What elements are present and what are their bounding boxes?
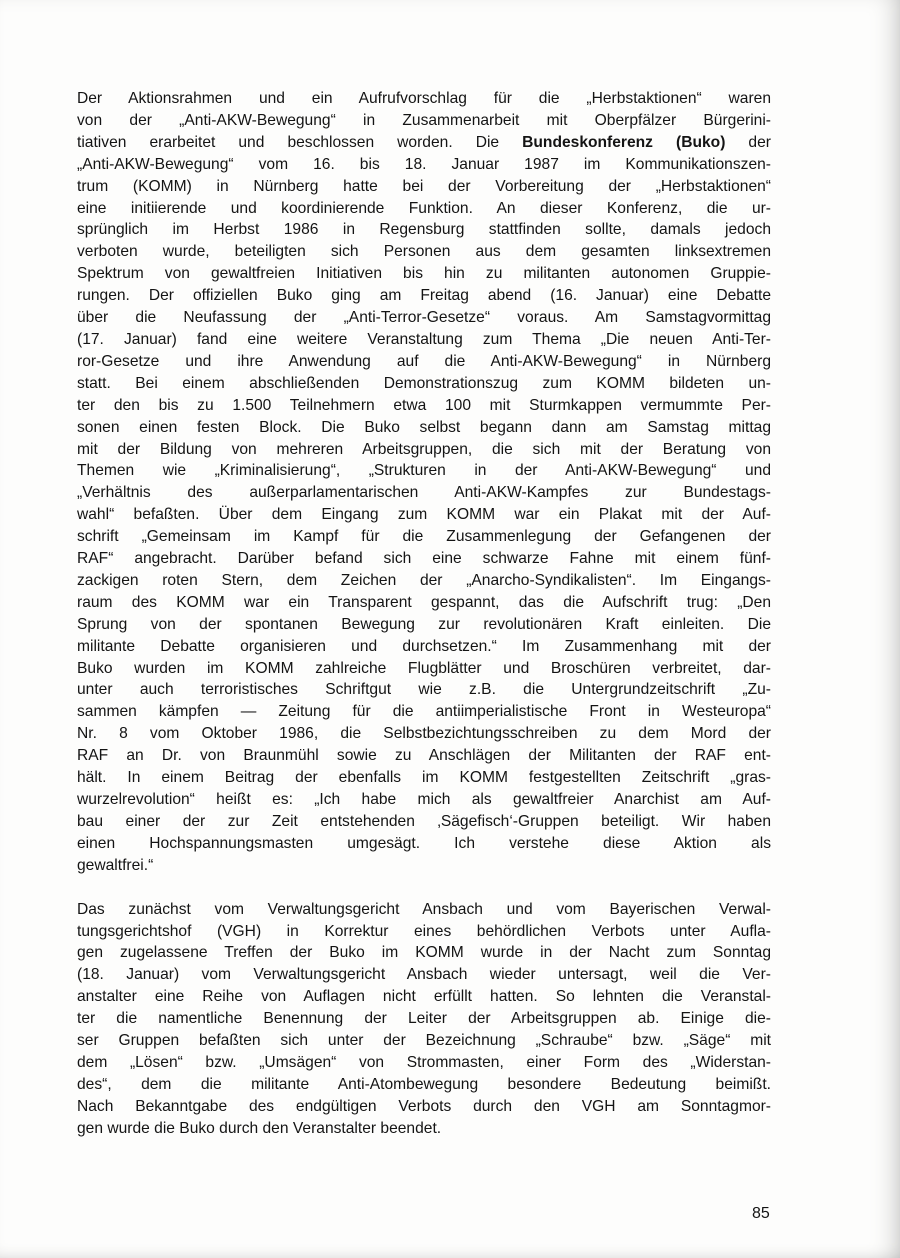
text-segment: zackigen roten Stern, dem Zeichen der „Anarcho-Syndikalisten“. Im Eingangs-: [77, 571, 771, 589]
text-segment: anstalter eine Reihe von Auflagen nicht erfüllt hatten. So lehnten die Veranstal-: [77, 988, 771, 1006]
text-line: [77, 1030, 771, 1052]
text-segment: RAF an Dr. von Braunmühl sowie zu Anschlägen der Militanten der RAF ent-: [77, 747, 771, 765]
text-line: [77, 1096, 771, 1118]
text-segment: Sprung von der spontanen Bewegung zur revolutionären Kraft einleiten. Die: [77, 615, 771, 633]
text-line: [77, 307, 771, 329]
text-segment: unter auch terroristisches Schriftgut wie z.B. die Untergrundzeitschrift „Zu-: [77, 681, 771, 699]
text-line: [77, 592, 771, 614]
text-line: [77, 789, 771, 811]
text-segment: trum (KOMM) in Nürnberg hatte bei der Vorbereitung der „Herbstaktionen“: [77, 177, 771, 195]
text-line: [77, 132, 771, 154]
text-segment: ror-Gesetze und ihre Anwendung auf die Anti-AKW-Bewegung“ in Nürnberg: [77, 352, 771, 370]
text-line: [77, 986, 771, 1008]
text-line: [77, 636, 771, 658]
text-line: [77, 811, 771, 833]
text-segment: mit der Bildung von mehreren Arbeitsgruppen, die sich mit der Beratung von: [77, 440, 771, 458]
text-segment: gen wurde die Buko durch den Veranstalter beendet.: [77, 1119, 442, 1137]
text-line: [77, 679, 771, 701]
text-segment: Spektrum von gewaltfreien Initiativen bis hin zu militanten autonomen Gruppie-: [77, 265, 771, 283]
text-segment: (18. Januar) vom Verwaltungsgericht Ansbach wieder untersagt, weil die Ver-: [77, 966, 771, 984]
text-line: [77, 460, 771, 482]
text-line: [77, 219, 771, 241]
text-line: [77, 526, 771, 548]
text-segment: wahl“ befaßten. Über dem Eingang zum KOMM war ein Plakat mit der Auf-: [77, 506, 771, 524]
text-line: [77, 833, 771, 855]
text-segment: Das zunächst vom Verwaltungsgericht Ansbach und vom Bayerischen Verwal-: [77, 900, 771, 918]
text-line: [77, 176, 771, 198]
text-segment: raum des KOMM war ein Transparent gespannt, das die Aufschrift trug: „Den: [77, 593, 771, 611]
text-segment: „Verhältnis des außerparlamentarischen Anti-AKW-Kampfes zur Bundestags-: [77, 484, 771, 502]
text-segment: von der „Anti-AKW-Bewegung“ in Zusammenarbeit mit Oberpfälzer Bürgerini-: [77, 111, 771, 129]
text-segment: gen zugelassene Treffen der Buko im KOMM wurde in der Nacht zum Sonntag: [77, 944, 771, 962]
text-segment: der: [725, 133, 771, 151]
text-line: [77, 373, 771, 395]
text-segment: gewaltfrei.“: [77, 856, 154, 874]
text-segment: Themen wie „Kriminalisierung“, „Strukturen in der Anti-AKW-Bewegung“ und: [77, 462, 771, 480]
text-line: [77, 899, 771, 921]
text-line: [77, 658, 771, 680]
text-segment: Nr. 8 vom Oktober 1986, die Selbstbezichtungsschreiben zu dem Mord der: [77, 725, 771, 743]
text-segment: „Anti-AKW-Bewegung“ vom 16. bis 18. Januar 1987 im Kommunikationszen-: [77, 155, 771, 173]
text-segment: rungen. Der offiziellen Buko ging am Freitag abend (16. Januar) eine Debatte: [77, 287, 771, 305]
text-line: [77, 482, 771, 504]
text-line: [77, 921, 771, 943]
text-segment: über die Neufassung der „Anti-Terror-Gesetze“ voraus. Am Samstagvormittag: [77, 309, 771, 327]
text-segment: des“, dem die militante Anti-Atombewegung besondere Bedeutung beimißt.: [77, 1075, 771, 1093]
text-segment: sonen einen festen Block. Die Buko selbst begann dann am Samstag mittag: [77, 418, 771, 436]
text-segment: Der Aktionsrahmen und ein Aufrufvorschlag für die „Herbstaktionen“ waren: [77, 90, 771, 107]
text-line: [77, 395, 771, 417]
text-line: [77, 855, 771, 877]
text-segment: eine initiierende und koordinierende Funktion. An dieser Konferenz, die ur-: [77, 199, 771, 217]
text-segment: (17. Januar) fand eine weitere Veranstaltung zum Thema „Die neuen Anti-Ter-: [77, 330, 771, 348]
paragraph: [77, 88, 771, 877]
text-line: [77, 1008, 771, 1030]
text-segment: dem „Lösen“ bzw. „Umsägen“ von Strommasten, einer Form des „Widerstan-: [77, 1053, 771, 1071]
text-line: [77, 504, 771, 526]
text-line: [77, 285, 771, 307]
bold-term: Bundeskonferenz (Buko): [522, 133, 726, 151]
text-segment: statt. Bei einem abschließenden Demonstrationszug zum KOMM bildeten un-: [77, 374, 771, 392]
text-segment: sammen kämpfen — Zeitung für die antiimperialistische Front in Westeuropa“: [77, 703, 771, 721]
text-segment: Buko wurden im KOMM zahlreiche Flugblätter und Broschüren verbreitet, dar-: [77, 659, 771, 677]
text-line: [77, 198, 771, 220]
text-segment: tiativen erarbeitet und beschlossen worden. Die: [77, 133, 523, 151]
text-line: [77, 329, 771, 351]
text-segment: schrift „Gemeinsam im Kampf für die Zusammenlegung der Gefangenen der: [77, 528, 771, 546]
text-line: [77, 570, 771, 592]
text-segment: RAF“ angebracht. Darüber befand sich eine schwarze Fahne mit einem fünf-: [77, 550, 771, 568]
text-line: [77, 417, 771, 439]
text-line: [77, 614, 771, 636]
text-segment: Nach Bekanntgabe des endgültigen Verbots durch den VGH am Sonntagmor-: [77, 1097, 771, 1115]
text-segment: militante Debatte organisieren und durchsetzen.“ Im Zusammenhang mit der: [77, 637, 771, 655]
text-line: [77, 88, 771, 110]
text-segment: ser Gruppen befaßten sich unter der Bezeichnung „Schraube“ bzw. „Säge“ mit: [77, 1032, 771, 1050]
text-segment: bau einer der zur Zeit entstehenden ‚Sägefisch‘-Gruppen beteiligt. Wir haben: [77, 812, 771, 830]
text-line: [77, 1052, 771, 1074]
text-line: [77, 241, 771, 263]
text-line: [77, 701, 771, 723]
text-line: [77, 439, 771, 461]
text-line: [77, 351, 771, 373]
text-line: [77, 1074, 771, 1096]
text-line: [77, 723, 771, 745]
text-line: [77, 263, 771, 285]
text-segment: ter den bis zu 1.500 Teilnehmern etwa 100 mit Sturmkappen vermummte Per-: [77, 396, 771, 414]
text-line: [77, 964, 771, 986]
text-segment: hält. In einem Beitrag der ebenfalls im KOMM festgestellten Zeitschrift „gras-: [77, 769, 771, 787]
text-line: [77, 548, 771, 570]
body-text: [77, 88, 771, 1140]
text-segment: einen Hochspannungsmasten umgesägt. Ich verstehe diese Aktion als: [77, 834, 771, 852]
text-segment: sprünglich im Herbst 1986 in Regensburg stattfinden sollte, damals jedoch: [77, 221, 771, 239]
text-line: [77, 942, 771, 964]
text-segment: ter die namentliche Benennung der Leiter der Arbeitsgruppen ab. Einige die-: [77, 1010, 771, 1028]
text-line: [77, 110, 771, 132]
page-number: 85: [752, 1205, 770, 1222]
text-line: [77, 767, 771, 789]
paragraph: [77, 899, 771, 1140]
text-line: [77, 154, 771, 176]
text-line: [77, 745, 771, 767]
text-segment: wurzelrevolution“ heißt es: „Ich habe mich als gewaltfreier Anarchist am Auf-: [77, 791, 771, 808]
text-segment: verboten wurde, beteiligten sich Personen aus dem gesamten linksextremen: [77, 243, 771, 261]
text-line: [77, 1118, 771, 1140]
text-segment: tungsgerichtshof (VGH) in Korrektur eines behördlichen Verbots unter Aufla-: [77, 922, 771, 940]
